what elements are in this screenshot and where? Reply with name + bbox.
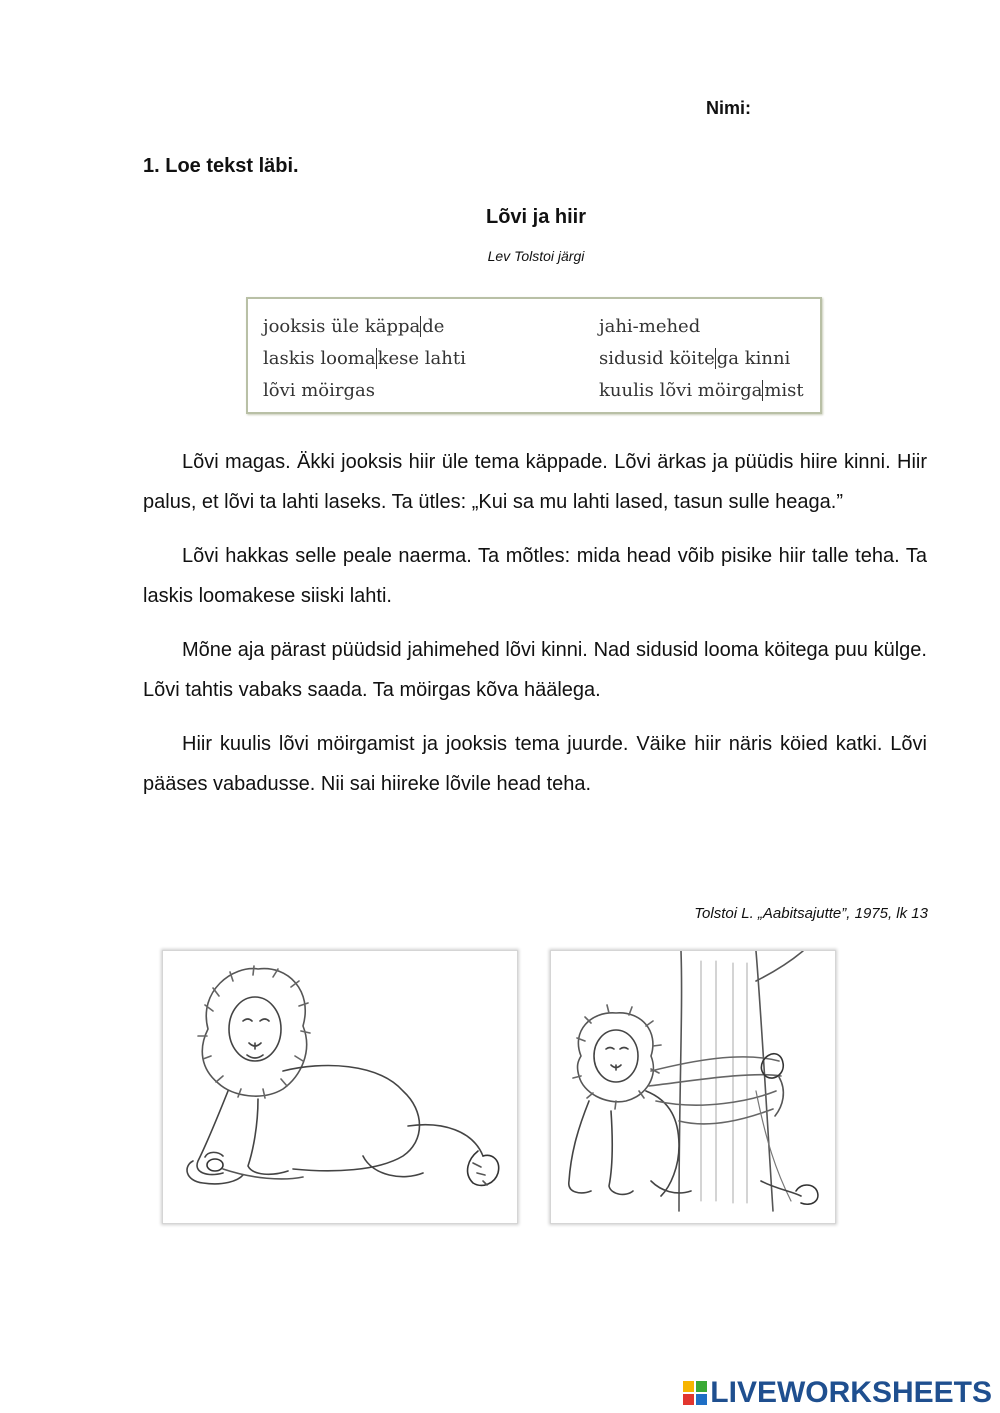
word-line: lõvi möirgas xyxy=(263,380,375,401)
task-title: 1. Loe tekst läbi. xyxy=(143,155,299,177)
word-line: jahi-mehed xyxy=(599,316,701,337)
word-column-left xyxy=(263,311,466,407)
story-text xyxy=(143,442,927,818)
story-paragraph: Lõvi hakkas selle peale naerma. Ta mõtles: mida head võib pisike hiir talle teha. Ta laskis loomakese siiski lahti. xyxy=(143,545,927,607)
name-label: Nimi: xyxy=(706,98,751,118)
word-line: jooksis üle käppa de xyxy=(263,316,445,337)
syllable-word-box xyxy=(246,297,822,414)
source-citation: Tolstoi L. „Aabitsajutte”, 1975, lk 13 xyxy=(694,905,928,922)
liveworksheets-logo xyxy=(683,1376,992,1410)
story-subtitle: Lev Tolstoi järgi xyxy=(487,248,585,264)
word-line: kuulis lõvi möirga mist xyxy=(599,380,804,401)
story-paragraph: Hiir kuulis lõvi möirgamist ja jooksis tema juurde. Väike hiir näris köied katki. Lõvi pääses vabadusse. Nii sai hiireke lõvile head teha. xyxy=(143,733,927,795)
story-paragraph: Mõne aja pärast püüdsid jahimehed lõvi kinni. Nad sidusid looma köitega puu külge. Lõvi tahtis vabaks saada. Ta möirgas kõva häälega. xyxy=(143,639,927,701)
word-column-right xyxy=(599,311,804,407)
story-title: Lõvi ja hiir xyxy=(485,206,587,228)
word-line: laskis looma kese lahti xyxy=(263,348,466,369)
story-paragraph: Lõvi magas. Äkki jooksis hiir üle tema käppade. Lõvi ärkas ja püüdis hiire kinni. Hiir palus, et lõvi ta lahti laseks. Ta ütles: „Kui sa mu lahti lased, tasun sulle heaga.” xyxy=(143,451,927,513)
lion-tied-to-tree-illustration xyxy=(550,950,836,1224)
lion-with-mouse-illustration xyxy=(162,950,518,1224)
brand-text: LIVEWORKSHEETS xyxy=(710,1376,992,1409)
liveworksheets-badge-icon xyxy=(683,1381,707,1405)
word-line: sidusid köite ga kinni xyxy=(599,348,791,369)
